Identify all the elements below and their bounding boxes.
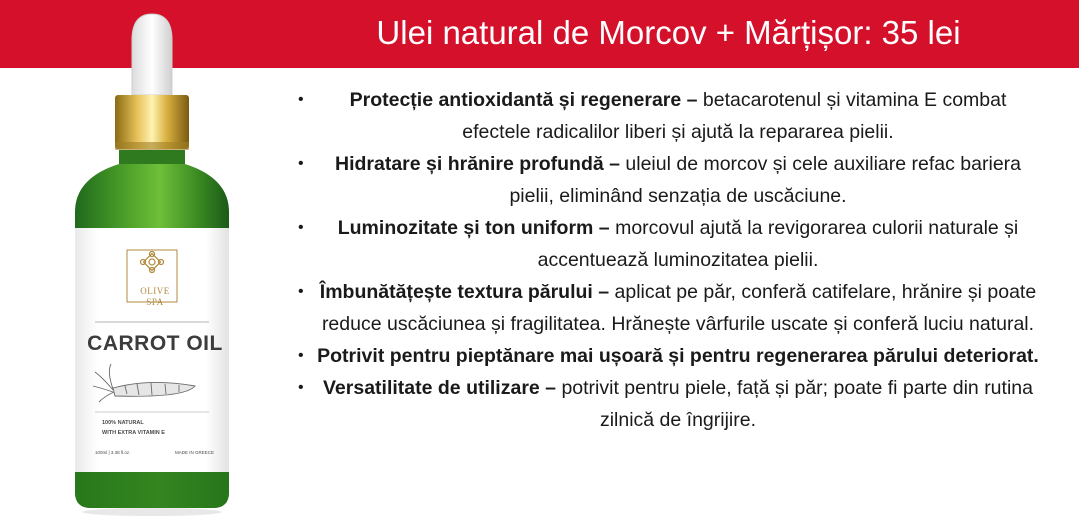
- bottle-illustration: [55, 0, 255, 520]
- natural-label: 100% NATURAL: [102, 420, 144, 426]
- bullet-text: potrivit pentru piele, față și păr; poate fi parte din rutina zilnică de îngrijire.: [556, 377, 1033, 431]
- bullet-heading: Luminozitate și ton uniform –: [337, 217, 610, 239]
- banner-title: Ulei natural de Morcov + Mărțișor: 35 lei: [376, 14, 961, 51]
- bullet-heading: Îmbunătățește textura părului –: [319, 281, 610, 303]
- list-item: [290, 276, 1040, 340]
- bullet-text: uleiul de morcov și cele auxiliare refac bariera pielii, eliminând senzația de uscăciune.: [509, 153, 1022, 207]
- bullet-heading: Hidratare și hrănire profundă –: [334, 153, 620, 175]
- list-item: [290, 212, 1040, 276]
- bullet-heading: Potrivit pentru pieptănare mai ușoară și pentru regenerarea părului deteriorat.: [317, 345, 1039, 367]
- bullet-heading: Protecție antioxidantă și regenerare –: [349, 89, 698, 111]
- bottle-product-name: CARROT OIL: [87, 332, 223, 355]
- list-item: [290, 84, 1040, 148]
- bullet-dot-icon: •: [298, 379, 304, 396]
- list-item: [290, 372, 1040, 436]
- vitamin-label: WITH EXTRA VITAMIN E: [102, 430, 165, 436]
- bullet-heading: Versatilitate de utilizare –: [323, 377, 557, 399]
- product-bottle-image: [55, 0, 255, 520]
- bullet-text: betacarotenul și vitamina E combat efectele radicalilor liberi și ajută la repararea pielii.: [462, 89, 1007, 143]
- origin-label: MADE IN GREECE: [175, 450, 215, 455]
- benefits-list: [290, 84, 1040, 436]
- bullet-dot-icon: •: [298, 219, 304, 236]
- list-item: [290, 148, 1040, 212]
- bullet-dot-icon: •: [298, 283, 304, 300]
- brand-name-bottom: SPA: [146, 297, 164, 307]
- brand-name-top: OLIVE: [140, 286, 170, 296]
- bullet-dot-icon: •: [298, 347, 304, 364]
- bullet-text: morcovul ajută la revigorarea culorii naturale și accentuează luminozitatea pielii.: [537, 217, 1019, 271]
- volume-label: 100ml | 3.38 fl.oz.: [95, 450, 131, 455]
- bullet-dot-icon: •: [298, 91, 304, 108]
- bullet-text: aplicat pe păr, conferă catifelare, hrănire și poate reduce uscăciunea și fragilitatea. Hrănește vârfurile uscate și conferă luciu natural.: [321, 281, 1037, 335]
- list-item: [290, 340, 1040, 372]
- bullet-dot-icon: •: [298, 155, 304, 172]
